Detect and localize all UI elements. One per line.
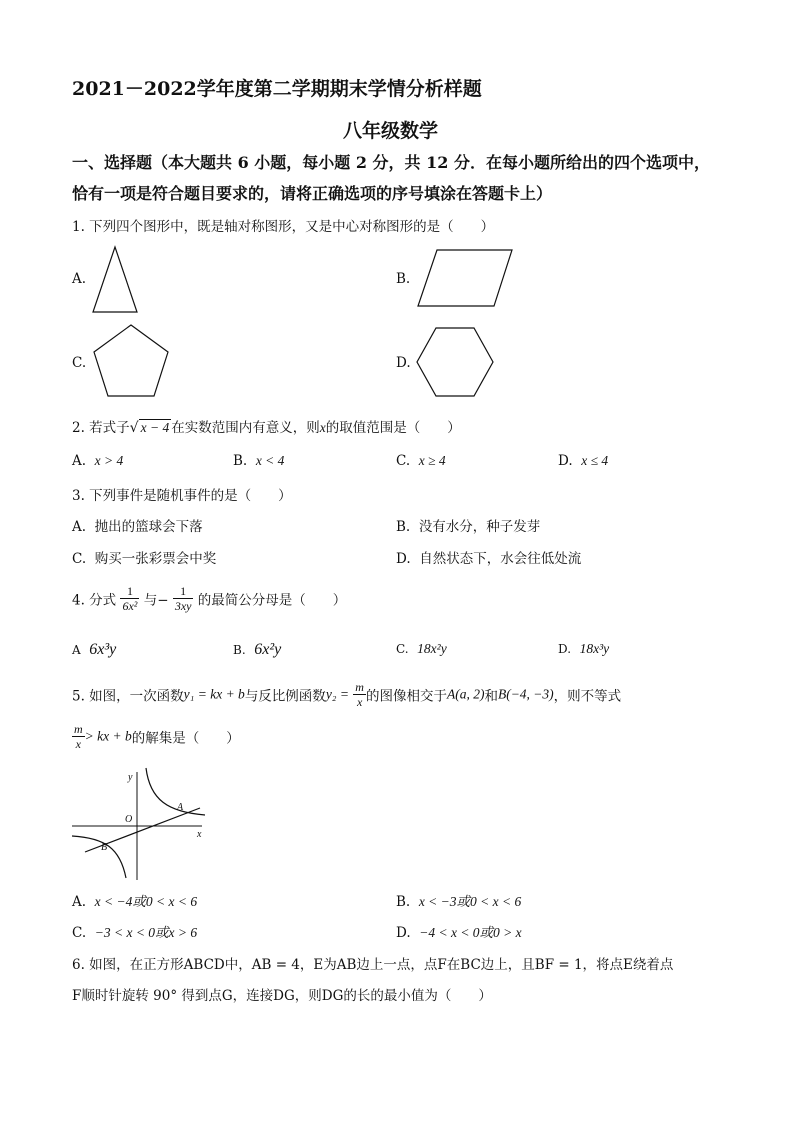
q5-option-b: B. x < −3或0 < x < 6	[396, 894, 522, 910]
q1-option-c-label: C.	[72, 355, 87, 371]
exam-title: 2021－2022学年度第二学期期末学情分析样题	[72, 78, 482, 100]
q4-option-c: C. 18x²y	[396, 641, 447, 656]
question-6-stem-line2: F顺时针旋转 90° 得到点G，连接DG，则DG的长的最小值为（ ）	[72, 988, 492, 1004]
q1-option-b-label: B.	[396, 271, 411, 287]
q2-option-c: C. x ≥ 4	[396, 453, 446, 469]
q2-option-b: B. x < 4	[233, 453, 285, 469]
q5-graph-x-label: x	[197, 829, 202, 840]
q3-option-c: C. 购买一张彩票会中奖	[72, 551, 217, 567]
q5-inequality-fraction: $\frac{m}{x}$	[74, 722, 83, 751]
q2-option-d: D. x ≤ 4	[558, 453, 609, 469]
question-3-stem: 3. 下列事件是随机事件的是（ ）	[72, 488, 292, 504]
q3-option-b: B. 没有水分，种子发芽	[396, 519, 541, 535]
q4-fraction-1: $\frac{1}{\text{6x²}}$	[122, 584, 138, 613]
q4-fraction-2: $\frac{1}{3xy}$	[174, 584, 192, 613]
q4-option-b: B. 6x²y	[233, 641, 282, 658]
question-1-stem: 1. 下列四个图形中，既是轴对称图形，又是中心对称图形的是（ ）	[72, 219, 495, 235]
question-5-stem-line1: 5. 如图，一次函数y₁ = kx + b与反比例函数y₂ = $\frac{m}{x}$ 的图像相交于A(a, 2)和B(−4, −3)，则不等式	[72, 680, 622, 709]
q5-graph-point-b-label: B	[101, 842, 108, 853]
exam-subtitle: 八年级数学	[343, 120, 439, 142]
question-5-stem-line2: $\frac{m}{x}$ > kx + b的解集是（ ）	[74, 722, 240, 751]
q3-option-a: A. 抛出的篮球会下落	[72, 519, 203, 535]
q3-option-d: D. 自然状态下，水会往低处流	[396, 551, 582, 567]
section-heading-line1: 一、选择题（本大题共 6 小题，每小题 2 分，共 12 分．在每小题所给出的四个选项中，	[72, 153, 710, 172]
q5-option-a: A. x < −4或0 < x < 6	[72, 894, 198, 910]
q1-option-a-label: A.	[72, 271, 87, 287]
q5-graph-y-label: y	[128, 772, 133, 783]
q5-option-c: C. −3 < x < 0或x > 6	[72, 925, 198, 941]
section-heading-line2: 恰有一项是符合题目要求的，请将正确选项的序号填涂在答题卡上）	[72, 184, 553, 203]
q5-option-d: D. −4 < x < 0或0 > x	[396, 925, 522, 941]
q5-fraction-m-over-x: $\frac{m}{x}$	[355, 680, 364, 709]
q1-option-d-label: D.	[396, 355, 411, 371]
question-2-stem: 2. 若式子√ x − 4 在实数范围内有意义，则x的取值范围是（ ）	[72, 420, 461, 436]
q4-option-a: A 6x³y	[72, 641, 117, 658]
q2-option-a: A. x > 4	[72, 453, 124, 469]
question-6-stem-line1: 6. 如图，在正方形ABCD中，AB = 4，E为AB边上一点，点F在BC边上，且BF = 1，将点E绕着点	[72, 957, 674, 973]
q4-option-d: D. 18x³y	[558, 641, 610, 656]
question-4-stem: 4. 分式 $\frac{1}{\text{6x²}}$ 与− $\frac{1}{3xy}$ 的最简公分母是（ ）	[72, 584, 347, 613]
q5-graph-point-a-label: A	[177, 802, 184, 813]
q5-graph-origin-label: O	[125, 814, 133, 825]
